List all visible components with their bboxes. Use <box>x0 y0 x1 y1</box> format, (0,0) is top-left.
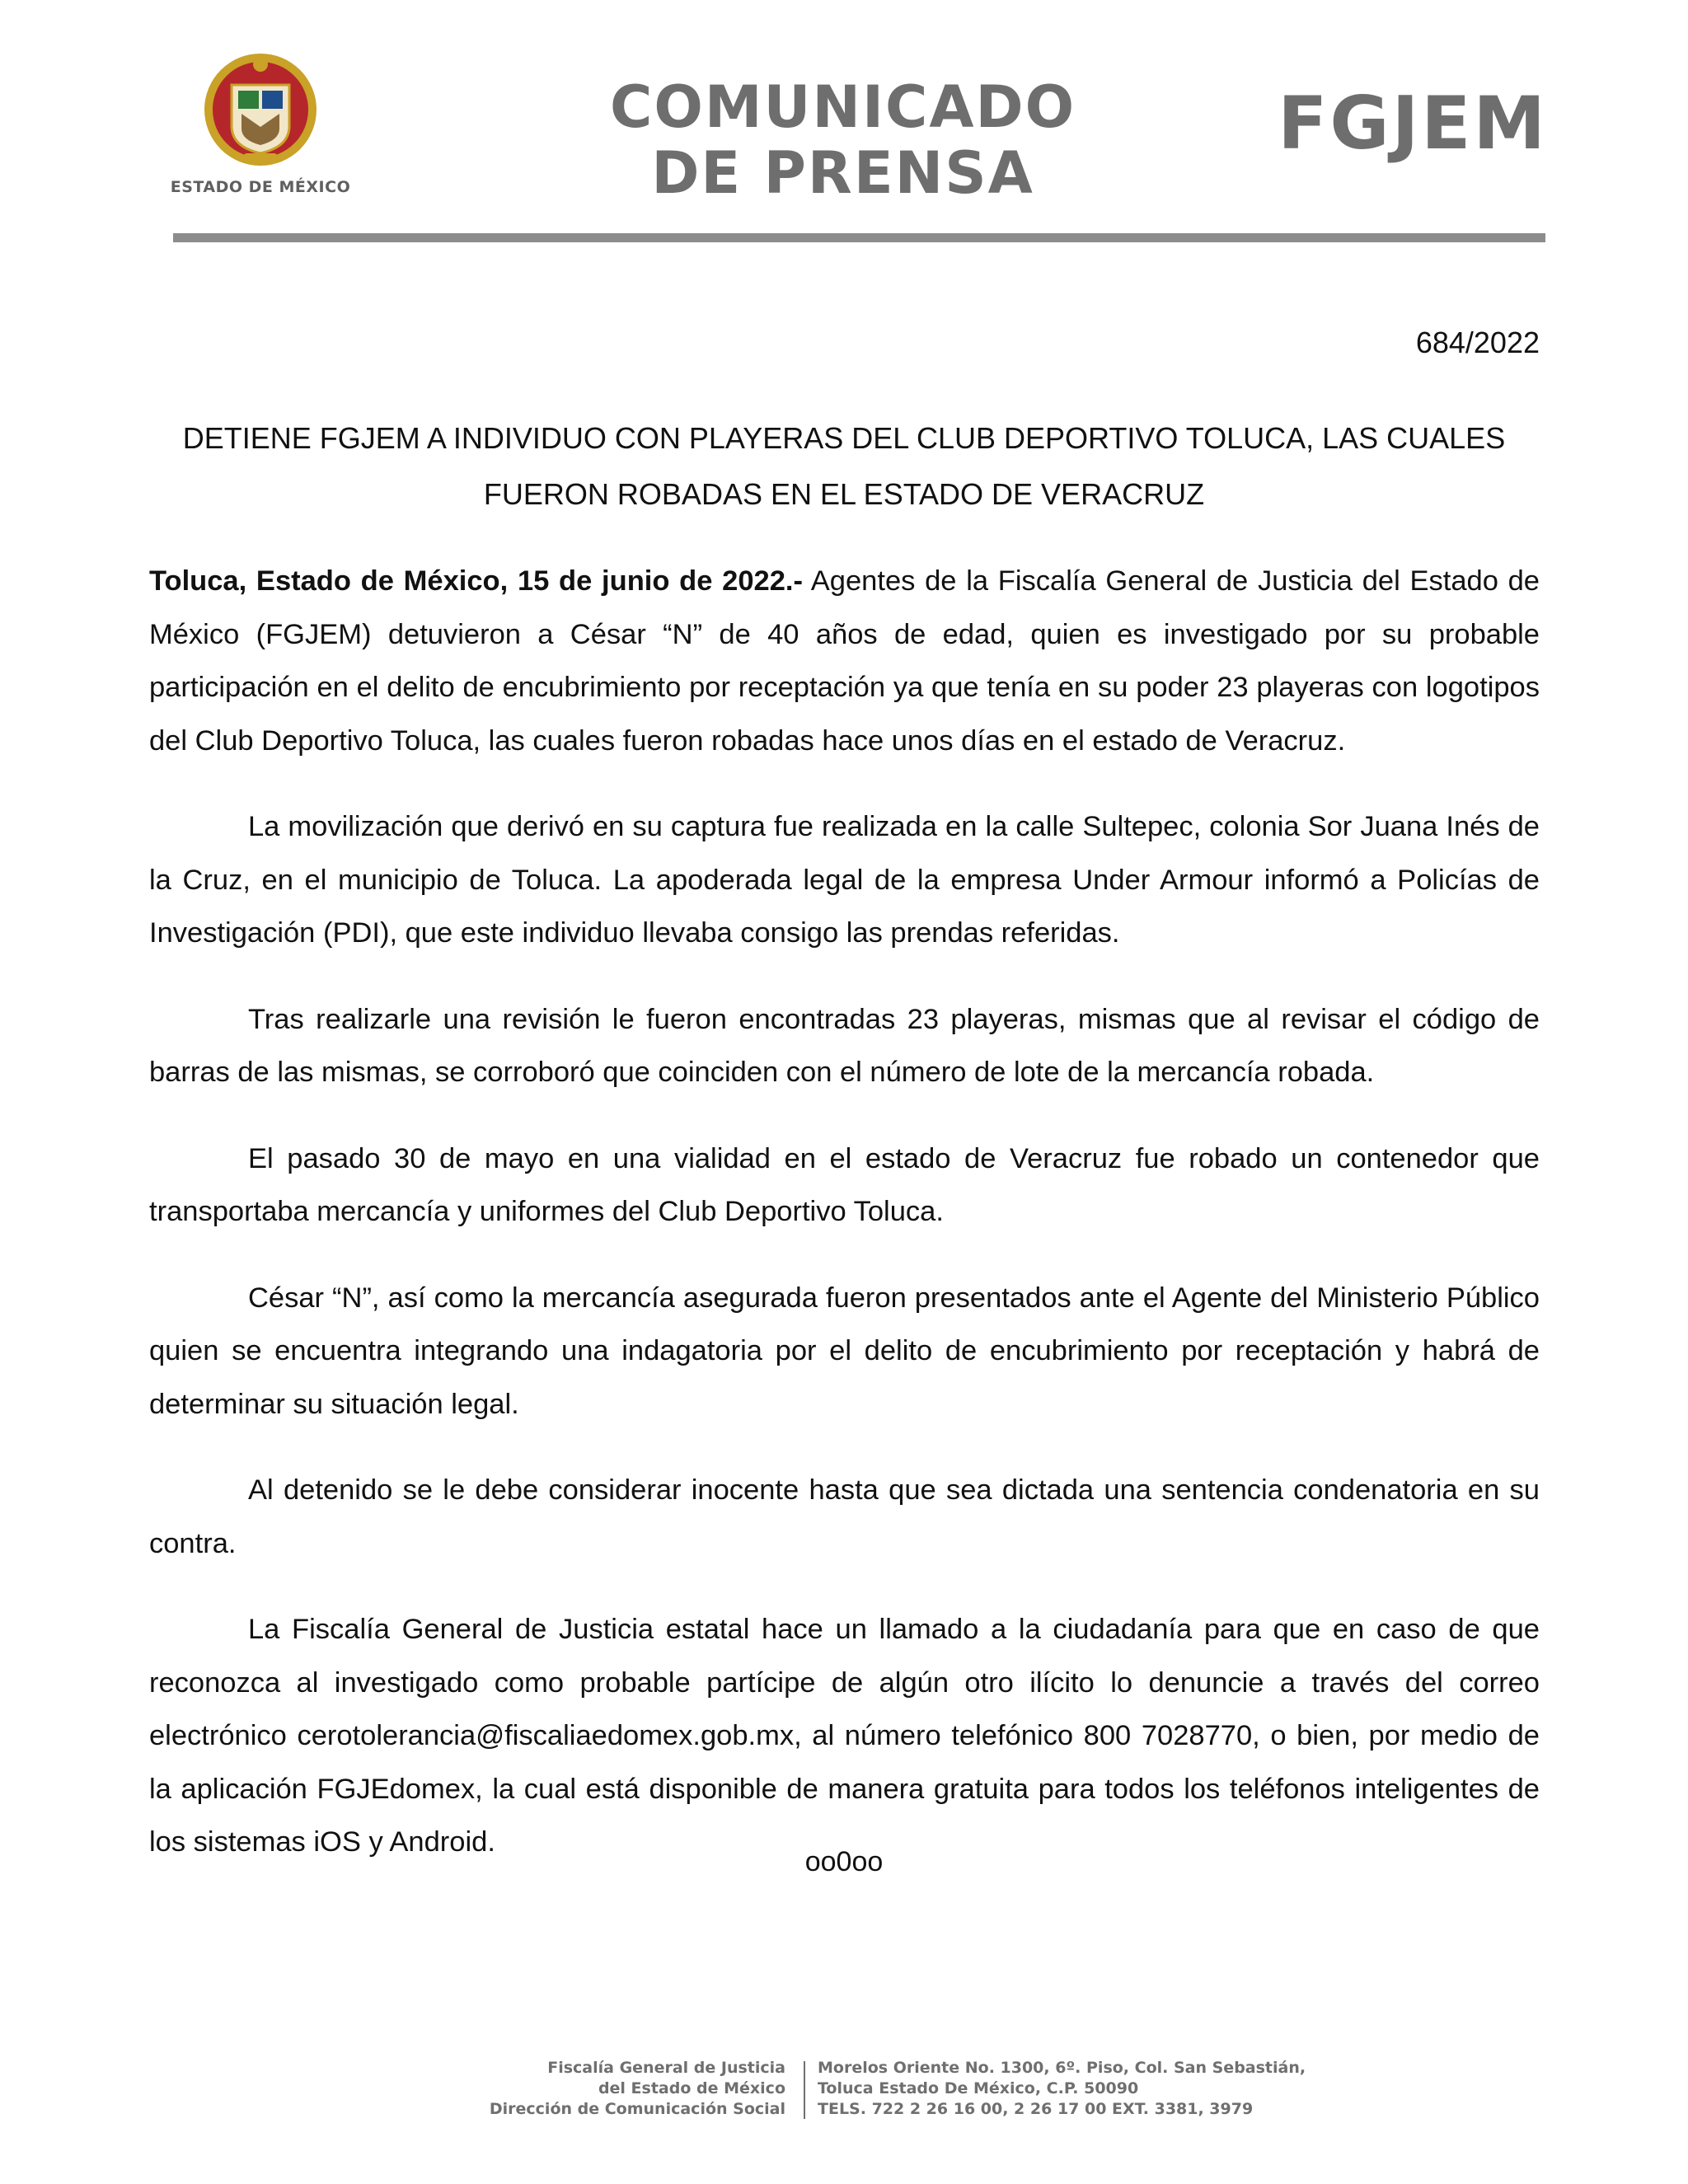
headline-line-2: FUERON ROBADAS EN EL ESTADO DE VERACRUZ <box>483 477 1205 511</box>
press-release-title <box>610 74 1076 206</box>
footer-office-line: del Estado de México <box>598 2079 785 2097</box>
coat-of-arms-icon <box>199 48 322 171</box>
body-paragraph: César “N”, así como la mercancía asegurada fueron presentados ante el Agente del Ministerio Público quien se encuentra integrando una indagatoria por el delito de encubrimiento por receptación y habrá de determinar su situación legal. <box>149 1282 1540 1420</box>
footer-office <box>490 2058 785 2120</box>
headline <box>148 410 1540 523</box>
state-logo <box>162 48 359 196</box>
body-paragraph: El pasado 30 de mayo en una vialidad en el estado de Veracruz fue robado un contenedor que transportaba mercancía y uniformes del Club Deportivo Toluca. <box>149 1142 1540 1227</box>
bulletin-number: 684/2022 <box>1415 326 1540 359</box>
footer-contact-line: Toluca Estado De México, C.P. 50090 <box>818 2079 1139 2097</box>
footer-contact-line: Morelos Oriente No. 1300, 6º. Piso, Col. San Sebastián, <box>818 2059 1306 2077</box>
lead-text: Agentes de la Fiscalía General de Justicia del Estado de México (FGJEM) detuvieron a César “N” de 40 años de edad, quien es investigado por su probable participación en el delito de encubrimiento por receptación ya que tenía en su poder 23 playeras con logotipos del Club Deportivo Toluca, las cuales fueron robadas hace unos días en el estado de Veracruz. <box>149 565 1540 757</box>
footer-contact <box>818 2058 1306 2120</box>
logo-caption: ESTADO DE MÉXICO <box>170 178 351 196</box>
body-paragraph: Tras realizarle una revisión le fueron encontradas 23 playeras, mismas que al revisar el código de barras de las mismas, se corroboró que coinciden con el número de lote de la mercancía robada. <box>149 1003 1540 1088</box>
agency-wordmark: FGJEM <box>1278 81 1548 166</box>
lead-paragraph <box>149 555 1540 767</box>
article-body <box>149 555 1540 1902</box>
header-divider <box>173 233 1545 242</box>
footer-contact-line: TELS. 722 2 26 16 00, 2 26 17 00 EXT. 3381, 3979 <box>818 2100 1254 2118</box>
footer <box>0 2058 1688 2124</box>
footer-divider <box>804 2061 805 2119</box>
body-paragraph: Al detenido se le debe considerar inocente hasta que sea dictada una sentencia condenatoria en su contra. <box>149 1474 1540 1559</box>
title-line-1: COMUNICADO <box>610 73 1076 141</box>
title-line-2: DE PRENSA <box>651 139 1034 207</box>
body-paragraph: La Fiscalía General de Justicia estatal hace un llamado a la ciudadanía para que en caso de que reconozca al investigado como probable partícipe de algún otro ilícito lo denuncie a través del correo electrónico cerotolerancia@fiscaliaedomex.gob.mx, al número telefónico 800 7028770, o bien, por medio de la aplicación FGJEdomex, la cual está disponible de manera gratuita para todos los teléfonos inteligentes de los sistemas iOS y Android. <box>149 1614 1540 1858</box>
footer-office-line: Dirección de Comunicación Social <box>489 2100 785 2118</box>
footer-office-line: Fiscalía General de Justicia <box>547 2059 785 2077</box>
closing-mark: oo0oo <box>804 1846 884 1877</box>
body-paragraph: La movilización que derivó en su captura fue realizada en la calle Sultepec, colonia Sor Juana Inés de la Cruz, en el municipio de Toluca. La apoderada legal de la empresa Under Armour informó a Policías de Investigación (PDI), que este individuo llevaba consigo las prendas referidas. <box>149 811 1540 949</box>
dateline: Toluca, Estado de México, 15 de junio de 2022.- <box>149 565 803 597</box>
headline-line-1: DETIENE FGJEM A INDIVIDUO CON PLAYERAS DEL CLUB DEPORTIVO TOLUCA, LAS CUALES <box>182 421 1506 455</box>
